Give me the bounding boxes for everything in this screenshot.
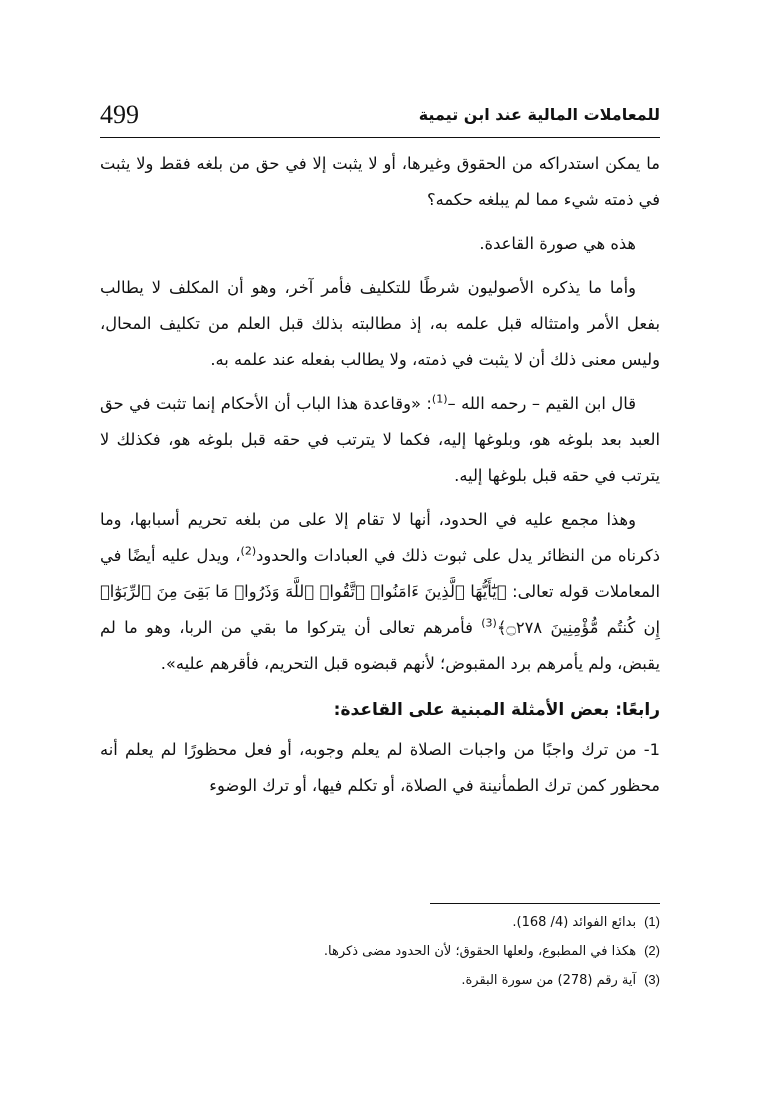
paragraph-2: هذه هي صورة القاعدة. <box>479 234 636 253</box>
footnote-text: آية رقم (278) من سورة البقرة. <box>461 973 637 988</box>
footnote-number: (1) <box>644 914 660 929</box>
page-number: 499 <box>100 100 139 129</box>
page-header <box>100 98 660 132</box>
paragraph-4-quote: : «وقاعدة هذا الباب أن الأحكام إنما تثبت في حق العبد بعد بلوغه هو، وبلوغها إليه، فكما لا يترتب في حقه قبل بلوغه هو، فكذلك لا يترتب في حقه قبل بلوغها إليه. <box>100 394 660 485</box>
footnote-1 <box>100 908 660 937</box>
footnote-ref-2: (2) <box>240 544 257 558</box>
footnote-rule <box>430 903 660 904</box>
main-text <box>100 146 660 804</box>
quran-verse: ﴿يَٰٓأَيُّهَا ٱلَّذِينَ ءَامَنُوا۟ ٱتَّقُوا۟ ٱللَّهَ وَذَرُوا۟ مَا بَقِىَ مِنَ ٱلرِّبَوٰٓا۟ إِن كُنتُم مُّؤْمِنِينَ ۝٢٧٨﴾ <box>100 582 660 637</box>
footnote-text: بدائع الفوائد (4/ 168). <box>512 915 637 930</box>
footnote-number: (3) <box>644 972 660 987</box>
footnote-number: (2) <box>644 943 660 958</box>
footnote-3 <box>100 966 660 995</box>
footnote-2 <box>100 937 660 966</box>
paragraph-3: وأما ما يذكره الأصوليون شرطًا للتكليف فأمر آخر، وهو أن المكلف لا يطالب بفعل الأمر وامتثاله قبل علمه به، إذ مطالبته بذلك قبل العلم من تكليف المحال، وليس معنى ذلك أن لا يثبت في ذمته، ولا يطالب بفعله عند علمه به. <box>100 278 660 369</box>
paragraph-4 <box>100 386 660 494</box>
section-heading: رابعًا: بعض الأمثلة المبنية على القاعدة: <box>333 700 660 720</box>
paragraph-1: ما يمكن استدراكه من الحقوق وغيرها، أو لا يثبت إلا في حق من بلغه فقط ولا يثبت في ذمته شيء مما لم يبلغه حكمه؟ <box>100 154 660 209</box>
paragraph-4-intro: قال ابن القيم – رحمه الله – <box>447 394 637 413</box>
footnote-text: هكذا في المطبوع، ولعلها الحقوق؛ لأن الحدود مضى ذكرها. <box>323 944 637 959</box>
paragraph-6: 1- من ترك واجبًا من واجبات الصلاة لم يعلم وجوبه، أو فعل محظورًا لم يعلم أنه محظور كمن ترك الطمأنينة في الصلاة، أو تكلم فيها، أو ترك الوضوء <box>100 740 660 795</box>
running-title: للمعاملات المالية عند ابن تيمية <box>418 105 660 124</box>
footnotes <box>100 908 660 995</box>
footnote-ref-3: (3) <box>481 616 497 630</box>
header-rule <box>100 137 660 138</box>
paragraph-5-middle: ، ويدل عليه أيضًا في المعاملات قوله تعالى: <box>100 546 660 601</box>
footnote-ref-1: (1) <box>431 392 448 406</box>
paragraph-5-end: فأمرهم تعالى أن يتركوا ما بقي من الربا، وهو ما لم يقبض، ولم يأمرهم برد المقبوض؛ لأنهم قبضوه قبل التحريم، فأقرهم عليه». <box>100 618 660 673</box>
paragraph-5-start: وهذا مجمع عليه في الحدود، أنها لا تقام إلا على من بلغه تحريم أسبابها، وما ذكرناه من النظائر يدل على ثبوت ذلك في العبادات والحدود <box>100 510 660 565</box>
paragraph-5 <box>100 502 660 682</box>
